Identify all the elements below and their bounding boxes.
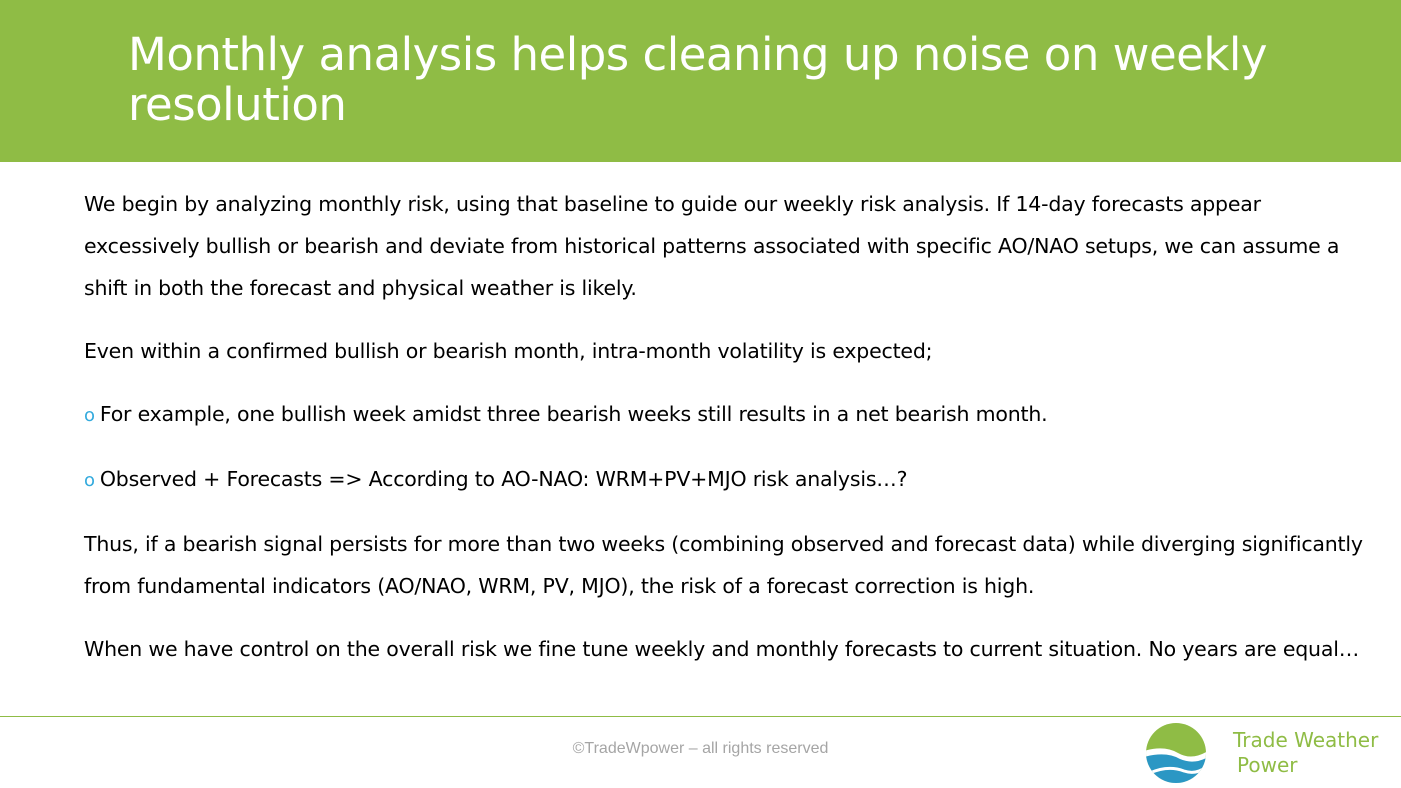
bullet-circle-icon: o — [84, 405, 95, 426]
slide-title: Monthly analysis helps cleaning up noise on weekly resolution — [128, 28, 1268, 131]
logo-wordmark-line1: Trade Weather — [1233, 728, 1379, 752]
paragraph-monthly-risk: We begin by analyzing monthly risk, using that baseline to guide our weekly risk analysis. If 14-day forecasts appear excessively bullish or bearish and deviate from historical patterns associated with specific AO/NAO setups, we can assume a shift in both the forecast and physical weather is likely. — [84, 192, 1340, 300]
slide-body — [84, 183, 1374, 691]
bullet-item-example — [84, 393, 1374, 437]
bullet-item-text: Observed + Forecasts => According to AO-NAO: WRM+PV+MJO risk analysis…? — [99, 467, 908, 491]
logo-wordmark — [1233, 728, 1378, 778]
bullet-circle-icon: o — [84, 470, 95, 491]
logo-wordmark-line2: Power — [1237, 753, 1298, 777]
bullet-item-observed-forecasts — [84, 458, 1374, 502]
paragraph-intra-month-volatility: Even within a confirmed bullish or bearish month, intra-month volatility is expected; — [84, 339, 933, 363]
paragraph-fine-tune: When we have control on the overall risk we fine tune weekly and monthly forecasts to current situation. No years are equal… — [84, 637, 1360, 661]
bullet-item-text: For example, one bullish week amidst three bearish weeks still results in a net bearish month. — [99, 402, 1048, 426]
footer-divider — [0, 716, 1401, 717]
title-banner — [0, 0, 1401, 162]
paragraph-bearish-signal: Thus, if a bearish signal persists for more than two weeks (combining observed and forecast data) while diverging significantly from fundamental indicators (AO/NAO, WRM, PV, MJO), the risk of a forecast correction is high. — [84, 532, 1363, 598]
copyright-notice: ©TradeWpower – all rights reserved — [572, 740, 829, 757]
trade-weather-power-logo-icon — [1144, 721, 1208, 785]
